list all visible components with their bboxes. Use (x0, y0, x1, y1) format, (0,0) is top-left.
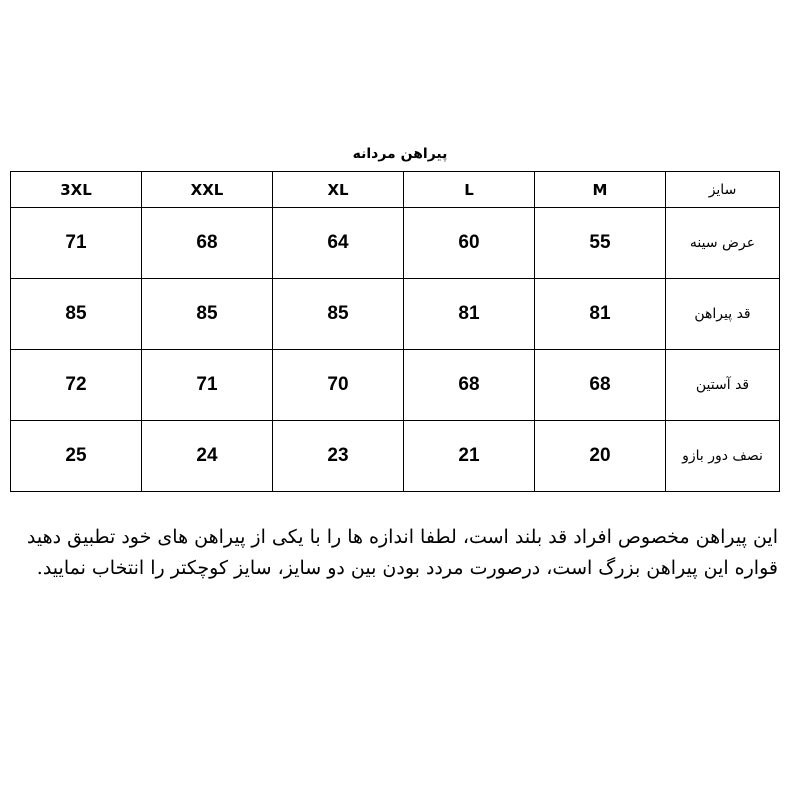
header-label-cell: سایز (666, 172, 780, 208)
table-cell: 70 (273, 350, 404, 421)
table-cell: 60 (404, 208, 535, 279)
table-row-chest-width (11, 208, 780, 279)
table-row-half-arm-circumference (11, 421, 780, 492)
note-line-1: این پیراهن مخصوص افراد قد بلند است، لطفا اندازه ها را با یکی از پیراهن های خود تطبیق دهید (26, 526, 778, 548)
table-cell: 68 (535, 350, 666, 421)
table-cell: 68 (404, 350, 535, 421)
row-label: نصف دور بازو (666, 421, 780, 492)
table-cell: 23 (273, 421, 404, 492)
table-cell: 81 (404, 279, 535, 350)
table-cell: 71 (142, 350, 273, 421)
size-header-l: L (404, 172, 535, 208)
table-cell: 71 (11, 208, 142, 279)
table-cell: 81 (535, 279, 666, 350)
table-cell: 85 (273, 279, 404, 350)
size-header-xxl: XXL (142, 172, 273, 208)
table-cell: 20 (535, 421, 666, 492)
table-title: پیراهن مردانه (352, 146, 448, 162)
size-header-3xl: 3XL (11, 172, 142, 208)
size-chart-table (10, 171, 780, 492)
table-cell: 24 (142, 421, 273, 492)
table-cell: 85 (142, 279, 273, 350)
size-header-m: M (535, 172, 666, 208)
table-row-sleeve-length (11, 350, 780, 421)
table-cell: 21 (404, 421, 535, 492)
note-line-2: قواره این پیراهن بزرگ است، درصورت مردد بودن بین دو سایز، سایز کوچکتر را انتخاب نمایید. (36, 557, 778, 579)
table-cell: 64 (273, 208, 404, 279)
table-cell: 72 (11, 350, 142, 421)
size-header-xl: XL (273, 172, 404, 208)
row-label: قد پیراهن (666, 279, 780, 350)
table-cell: 25 (11, 421, 142, 492)
table-cell: 85 (11, 279, 142, 350)
row-label: عرض سینه (666, 208, 780, 279)
table-cell: 55 (535, 208, 666, 279)
table-header-row (11, 172, 780, 208)
table-row-shirt-length (11, 279, 780, 350)
row-label: قد آستین (666, 350, 780, 421)
table-cell: 68 (142, 208, 273, 279)
size-note (26, 522, 778, 584)
